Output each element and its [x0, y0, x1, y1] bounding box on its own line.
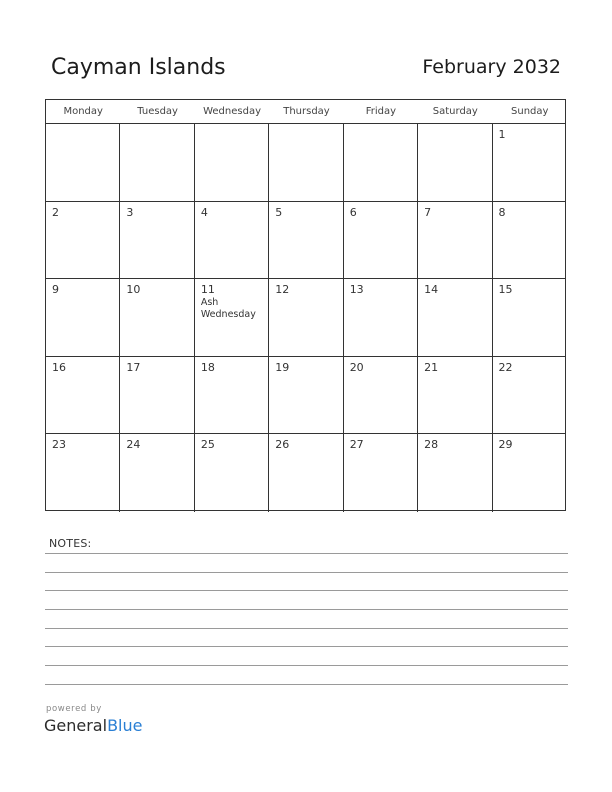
notes-line [45, 684, 568, 685]
day-cell [46, 357, 120, 434]
day-cell [195, 279, 269, 356]
day-cell [195, 124, 269, 201]
weekday-monday: Monday [63, 106, 103, 117]
day-number: 11 [200, 283, 215, 297]
week-row-1 [46, 124, 565, 202]
day-cell [195, 357, 269, 434]
day-number: 1 [498, 128, 506, 141]
day-number: 23 [52, 438, 66, 452]
day-number: 22 [498, 360, 513, 374]
day-number: 9 [52, 283, 59, 297]
day-cell [344, 202, 418, 279]
notes-line [45, 628, 568, 629]
day-number: 16 [52, 360, 66, 374]
day-cell [418, 202, 492, 279]
week-row-4 [46, 357, 565, 435]
day-cell [493, 357, 567, 434]
weekday-saturday: Saturday [432, 106, 478, 117]
weekday-thursday: Thursday [283, 106, 330, 117]
day-number: 14 [424, 283, 439, 297]
weekday-wednesday: Wednesday [203, 106, 261, 117]
logo-blue: Blue [107, 716, 143, 735]
month-title: February 2032 [422, 56, 561, 78]
day-number: 24 [126, 438, 141, 452]
day-number: 5 [275, 205, 283, 219]
day-number: 29 [498, 438, 513, 452]
weekday-sunday: Sunday [511, 106, 549, 117]
day-number: 28 [424, 438, 439, 452]
day-cell [269, 202, 343, 279]
day-cell [120, 357, 194, 434]
day-number: 7 [424, 205, 432, 219]
day-number: 18 [200, 360, 215, 374]
day-cell [418, 124, 492, 201]
calendar-grid [45, 99, 566, 511]
day-number: 20 [349, 360, 364, 374]
day-cell [46, 124, 120, 201]
week-row-2 [46, 202, 565, 280]
notes-line [45, 572, 568, 573]
day-cell [344, 357, 418, 434]
day-cell [120, 279, 194, 356]
day-number: 15 [498, 283, 513, 297]
day-cell [418, 279, 492, 356]
day-number: 17 [126, 360, 141, 374]
day-number: 6 [349, 205, 357, 219]
notes-label: NOTES: [49, 537, 92, 550]
powered-by-text: powered by [46, 704, 102, 714]
week-row-3 [46, 279, 565, 357]
day-cell [120, 124, 194, 201]
day-cell [269, 434, 343, 512]
notes-line [45, 665, 568, 666]
day-cell [195, 202, 269, 279]
day-cell [269, 357, 343, 434]
day-cell [269, 124, 343, 201]
day-cell [493, 279, 567, 356]
notes-line [45, 590, 568, 591]
generalblue-logo [44, 716, 142, 735]
day-cell [120, 434, 194, 512]
day-number: 3 [126, 205, 134, 219]
day-cell [493, 202, 567, 279]
day-cell [493, 124, 567, 201]
day-number: 26 [275, 438, 290, 452]
notes-line [45, 609, 568, 610]
day-number: 4 [200, 205, 208, 219]
day-cell [195, 434, 269, 512]
notes-line [45, 646, 568, 647]
country-title: Cayman Islands [51, 55, 226, 80]
day-number: 19 [275, 360, 290, 374]
week-row-5 [46, 434, 565, 512]
day-cell [493, 434, 567, 512]
day-cell [418, 434, 492, 512]
day-cell [46, 434, 120, 512]
holiday-label: Ash Wednesday [200, 297, 256, 321]
day-number: 8 [498, 205, 506, 219]
day-number: 21 [424, 360, 439, 374]
day-cell [46, 202, 120, 279]
day-cell [418, 357, 492, 434]
day-cell [46, 279, 120, 356]
notes-line [45, 553, 568, 554]
logo-general: General [44, 716, 108, 735]
day-cell [344, 124, 418, 201]
weekday-tuesday: Tuesday [137, 106, 178, 117]
day-number: 25 [200, 438, 215, 452]
weekday-header [46, 100, 565, 124]
day-number: 12 [275, 283, 290, 297]
day-cell [344, 279, 418, 356]
day-number: 13 [349, 283, 364, 297]
day-cell [269, 279, 343, 356]
weekday-friday: Friday [365, 106, 397, 117]
day-number: 2 [52, 205, 59, 219]
day-number: 27 [349, 438, 364, 452]
day-cell [344, 434, 418, 512]
day-number: 10 [126, 283, 141, 297]
day-cell [120, 202, 194, 279]
